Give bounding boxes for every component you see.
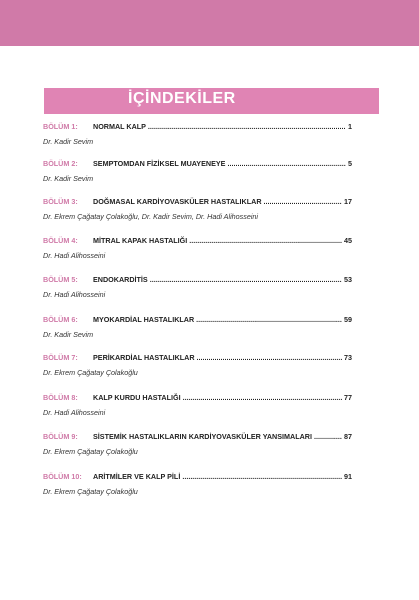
chapter-authors: Dr. Hadi Alihosseini — [43, 408, 106, 417]
toc-line — [43, 122, 352, 134]
page-number: 77 — [344, 393, 352, 402]
chapter-title: DOĞMASAL KARDİYOVASKÜLER HASTALIKLAR ..... — [93, 197, 352, 206]
page-number: 45 — [344, 236, 352, 245]
chapter-authors: Dr. Ekrem Çağatay Çolakoğlu — [43, 487, 138, 496]
toc-entry[interactable] — [43, 472, 352, 496]
page-number: 87 — [344, 432, 352, 441]
chapter-authors: Dr. Ekrem Çağatay Çolakoğlu — [43, 368, 138, 377]
chapter-authors: Dr. Ekrem Çağatay Çolakoğlu, Dr. Kadir Sevim, Dr. Hadi Alihosseini — [43, 212, 259, 221]
toc-entry[interactable] — [43, 122, 352, 146]
top-color-band — [0, 0, 419, 46]
chapter-number: BÖLÜM 7: — [43, 353, 78, 362]
page-number: 53 — [344, 275, 352, 284]
chapter-title: SİSTEMİK HASTALIKLARIN KARDİYOVASKÜLER YANSIMALARI ..... — [93, 432, 352, 441]
chapter-number: BÖLÜM 6: — [43, 315, 78, 324]
toc-line — [43, 236, 352, 248]
page-title: İÇİNDEKİLER — [128, 90, 236, 107]
chapter-title: SEMPTOMDAN FİZİKSEL MUAYENEYE ..... — [93, 159, 352, 168]
toc-line — [43, 197, 352, 209]
page-number: 5 — [348, 159, 352, 168]
chapter-number: BÖLÜM 3: — [43, 197, 78, 206]
chapter-number: BÖLÜM 9: — [43, 432, 78, 441]
page-number: 59 — [344, 315, 352, 324]
chapter-number: BÖLÜM 2: — [43, 159, 78, 168]
toc-entry[interactable] — [43, 159, 352, 183]
chapter-number: BÖLÜM 5: — [43, 275, 78, 284]
chapter-title: MYOKARDİAL HASTALIKLAR ..... — [93, 315, 352, 324]
chapter-authors: Dr. Kadir Sevim — [43, 330, 94, 339]
page-number: 91 — [344, 472, 352, 481]
chapter-title: PERİKARDİAL HASTALIKLAR ..... — [93, 353, 352, 362]
chapter-authors: Dr. Kadir Sevim — [43, 174, 94, 183]
toc-entry[interactable] — [43, 197, 352, 221]
page-number: 73 — [344, 353, 352, 362]
chapter-number: BÖLÜM 1: — [43, 122, 78, 131]
page-number: 1 — [348, 122, 352, 131]
toc-line — [43, 472, 352, 484]
chapter-number: BÖLÜM 10: — [43, 472, 82, 481]
chapter-title: MİTRAL KAPAK HASTALIĞI ..... — [93, 236, 352, 245]
chapter-title: NORMAL KALP ..... — [93, 122, 352, 131]
toc-line — [43, 275, 352, 287]
toc-entry[interactable] — [43, 393, 352, 417]
chapter-authors: Dr. Hadi Alihosseini — [43, 251, 106, 260]
toc-line — [43, 432, 352, 444]
toc-line — [43, 159, 352, 171]
toc-entry[interactable] — [43, 315, 352, 339]
chapter-title: ENDOKARDİTİS ..... — [93, 275, 352, 284]
toc-line — [43, 393, 352, 405]
chapter-title: KALP KURDU HASTALIĞI ..... — [93, 393, 352, 402]
toc-entry[interactable] — [43, 275, 352, 299]
chapter-number: BÖLÜM 4: — [43, 236, 78, 245]
chapter-title: ARİTMİLER VE KALP PİLİ ..... — [93, 472, 352, 481]
toc-line — [43, 315, 352, 327]
toc-entry[interactable] — [43, 353, 352, 377]
chapter-authors: Dr. Ekrem Çağatay Çolakoğlu — [43, 447, 138, 456]
chapter-number: BÖLÜM 8: — [43, 393, 78, 402]
toc-entry[interactable] — [43, 432, 352, 456]
chapter-authors: Dr. Hadi Alihosseini — [43, 290, 106, 299]
toc-entry[interactable] — [43, 236, 352, 260]
page-number: 17 — [344, 197, 352, 206]
toc-line — [43, 353, 352, 365]
chapter-authors: Dr. Kadir Sevim — [43, 137, 94, 146]
